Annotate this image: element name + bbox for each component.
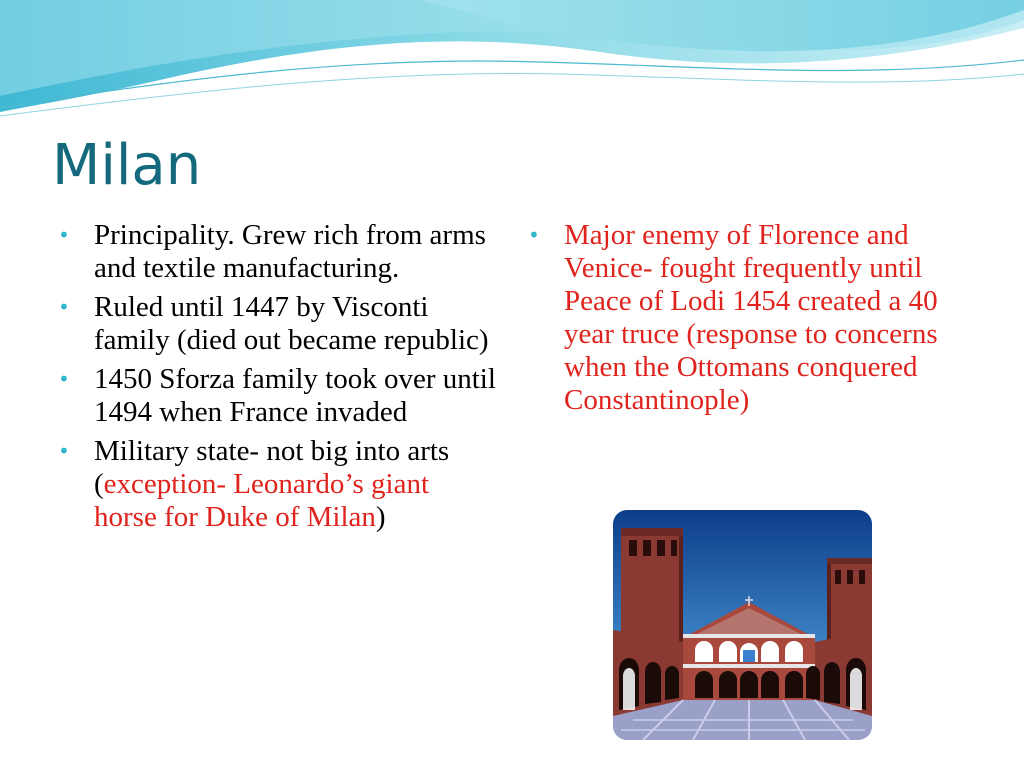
left-bullet-list [58,219,498,540]
slide-title: Milan [52,133,202,198]
bullet-item [528,219,968,417]
header-wave-decoration [0,0,1024,130]
bullet-text: 1450 Sforza family took over until 1494 when France invaded [94,363,496,428]
bullet-icon: • [58,295,70,319]
bullet-icon: • [528,223,540,247]
bullet-text-plain: Military state- not big into arts ( [94,435,450,500]
bullet-text-plain-end: ) [375,501,386,533]
bullet-text: Major enemy of Florence and Venice- fought frequently until Peace of Lodi 1454 created a 40 year truce (response to concerns when the Ottomans conquered Constantinople) [564,219,938,416]
bullet-item [58,291,498,357]
bullet-item [58,435,498,534]
bullet-text-highlight: exception- Leonardo’s giant horse for Duke of Milan [94,468,430,533]
bullet-text [94,435,449,533]
milan-basilica-clipart [613,510,872,740]
bullet-text: Ruled until 1447 by Visconti family (died out became republic) [94,291,489,356]
bullet-item [58,363,498,429]
bullet-text: Principality. Grew rich from arms and textile manufacturing. [94,219,486,284]
bullet-item [58,219,498,285]
bullet-icon: • [58,223,70,247]
right-bullet-list [528,219,968,423]
bullet-icon: • [58,439,70,463]
bullet-icon: • [58,367,70,391]
